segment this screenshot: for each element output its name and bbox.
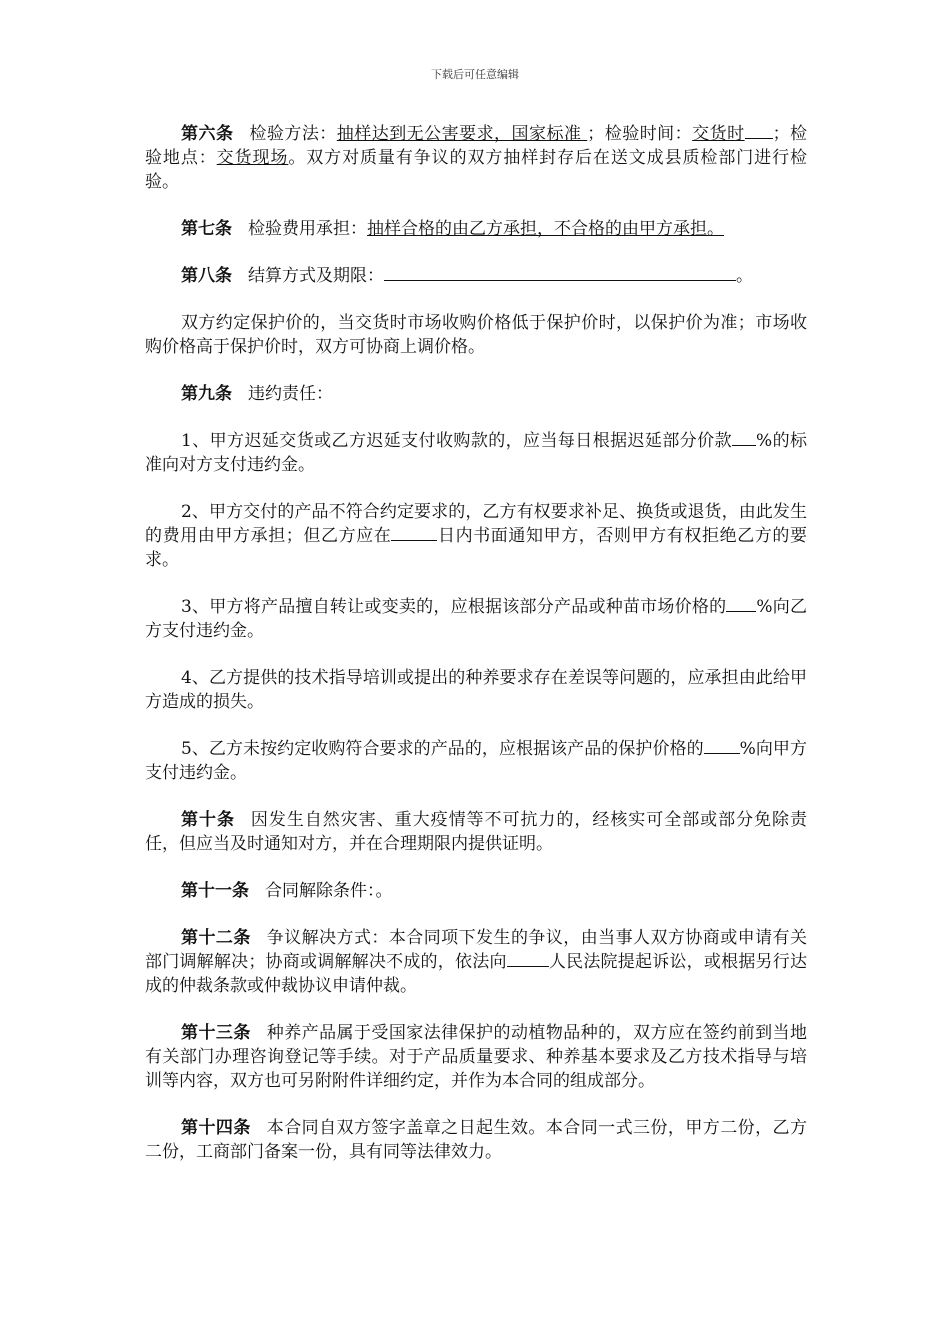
article-8 (145, 264, 807, 288)
article-text: 结算方式及期限： (248, 266, 384, 286)
article-label: 第九条 (181, 384, 232, 404)
article-label: 第七条 (181, 219, 232, 239)
liability-item-2 (145, 500, 807, 572)
article-text: 检验方法： (249, 124, 337, 144)
article-label: 第十四条 (181, 1118, 251, 1138)
blank-line (732, 429, 748, 446)
article-12 (145, 926, 807, 998)
item-text: 1、甲方迟延交货或乙方迟延支付收购款的，应当每日根据迟延部分价款 (181, 431, 733, 451)
article-text: 合同解除条件：。 (265, 881, 393, 901)
underlined-value: 抽样合格的由乙方承担，不合格的由甲方承担。 (367, 219, 724, 239)
item-text: 2、甲方交付的产品不符合约定要求的，乙方有权要求补足、换货或退货，由此发生的费用由甲方承担；但乙方应在 (145, 502, 807, 546)
blank-line (384, 264, 736, 281)
article-7 (145, 217, 807, 241)
liability-item-3 (145, 595, 807, 643)
underlined-value: 交货时 (692, 124, 745, 144)
blank-line (507, 950, 549, 967)
article-text: 违约责任： (248, 384, 333, 404)
article-text: 。双方对质量有争议的双方抽样封存后在送文成县质检部门进行检验。 (145, 148, 808, 192)
item-text: %的标准向对方支付违约金。 (145, 431, 807, 475)
article-text: 因发生自然灾害、重大疫情等不可抗力的，经核实可全部或部分免除责任，但应当及时通知对方，并在合理期限内提供证明。 (145, 810, 808, 854)
protect-price-paragraph: 双方约定保护价的，当交货时市场收购价格低于保护价时，以保护价为准；市场收购价格高于保护价时，双方可协商上调价格。 (145, 313, 807, 357)
blank-line (726, 595, 742, 612)
article-text: 种养产品属于受国家法律保护的动植物品种的，双方应在签约前到当地有关部门办理咨询登记等手续。对于产品质量要求、种养基本要求及乙方技术指导与培训等内容，双方也可另附附件详细约定，并作为本合同的组成部分。 (145, 1023, 807, 1091)
item-text: 5、乙方未按约定收购符合要求的产品的，应根据该产品的保护价格的 (181, 739, 704, 759)
article-text: 争议解决方式：本合同项下发生的争议，由当事人双方协商或申请有关部门调解解决；协商或调解解决不成的，依法向 (145, 928, 807, 972)
contract-body (145, 122, 807, 1187)
blank-line (391, 524, 437, 541)
article-label: 第十条 (181, 810, 235, 830)
item-text: 3、甲方将产品擅自转让或变卖的，应根据该部分产品或种苗市场价格的 (181, 597, 727, 617)
blank-line (742, 595, 756, 612)
article-9 (145, 382, 807, 406)
article-label: 第十三条 (181, 1023, 251, 1043)
article-text: ；检验时间： (587, 124, 693, 144)
item-text: 日内书面通知甲方，否则甲方有权拒绝乙方的要求。 (145, 526, 808, 570)
article-6 (145, 122, 807, 194)
item-text: %向乙方支付违约金。 (145, 597, 807, 641)
article-label: 第十二条 (181, 928, 251, 948)
liability-item-1 (145, 429, 807, 477)
blank-line (745, 122, 773, 139)
article-label: 第六条 (181, 124, 234, 144)
underlined-value: 抽样达到无公害要求，国家标准 (336, 124, 588, 144)
article-text: 检验费用承担： (248, 219, 367, 239)
article-text: ；检验地点： (145, 124, 808, 168)
article-14 (145, 1116, 807, 1164)
blank-line (704, 737, 740, 754)
article-13 (145, 1021, 807, 1093)
blank-line (748, 429, 756, 446)
article-label: 第八条 (181, 266, 232, 286)
liability-item-5 (145, 737, 807, 785)
article-text: 本合同自双方签字盖章之日起生效。本合同一式三份，甲方二份，乙方二份，工商部门备案一份，具有同等法律效力。 (145, 1118, 807, 1162)
article-label: 第十一条 (181, 881, 249, 901)
underlined-value: 交货现场 (216, 148, 289, 168)
article-11 (145, 879, 807, 903)
page-header-note: 下载后可任意编辑 (431, 68, 519, 81)
item-text: %向甲方支付违约金。 (145, 739, 807, 783)
article-text: 。 (736, 266, 753, 286)
article-text: 人民法院提起诉讼，或根据另行达成的仲裁条款或仲裁协议申请仲裁。 (145, 952, 808, 996)
article-10 (145, 808, 807, 856)
liability-item-4: 4、乙方提供的技术指导培训或提出的种养要求存在差误等问题的，应承担由此给甲方造成的损失。 (145, 668, 807, 712)
